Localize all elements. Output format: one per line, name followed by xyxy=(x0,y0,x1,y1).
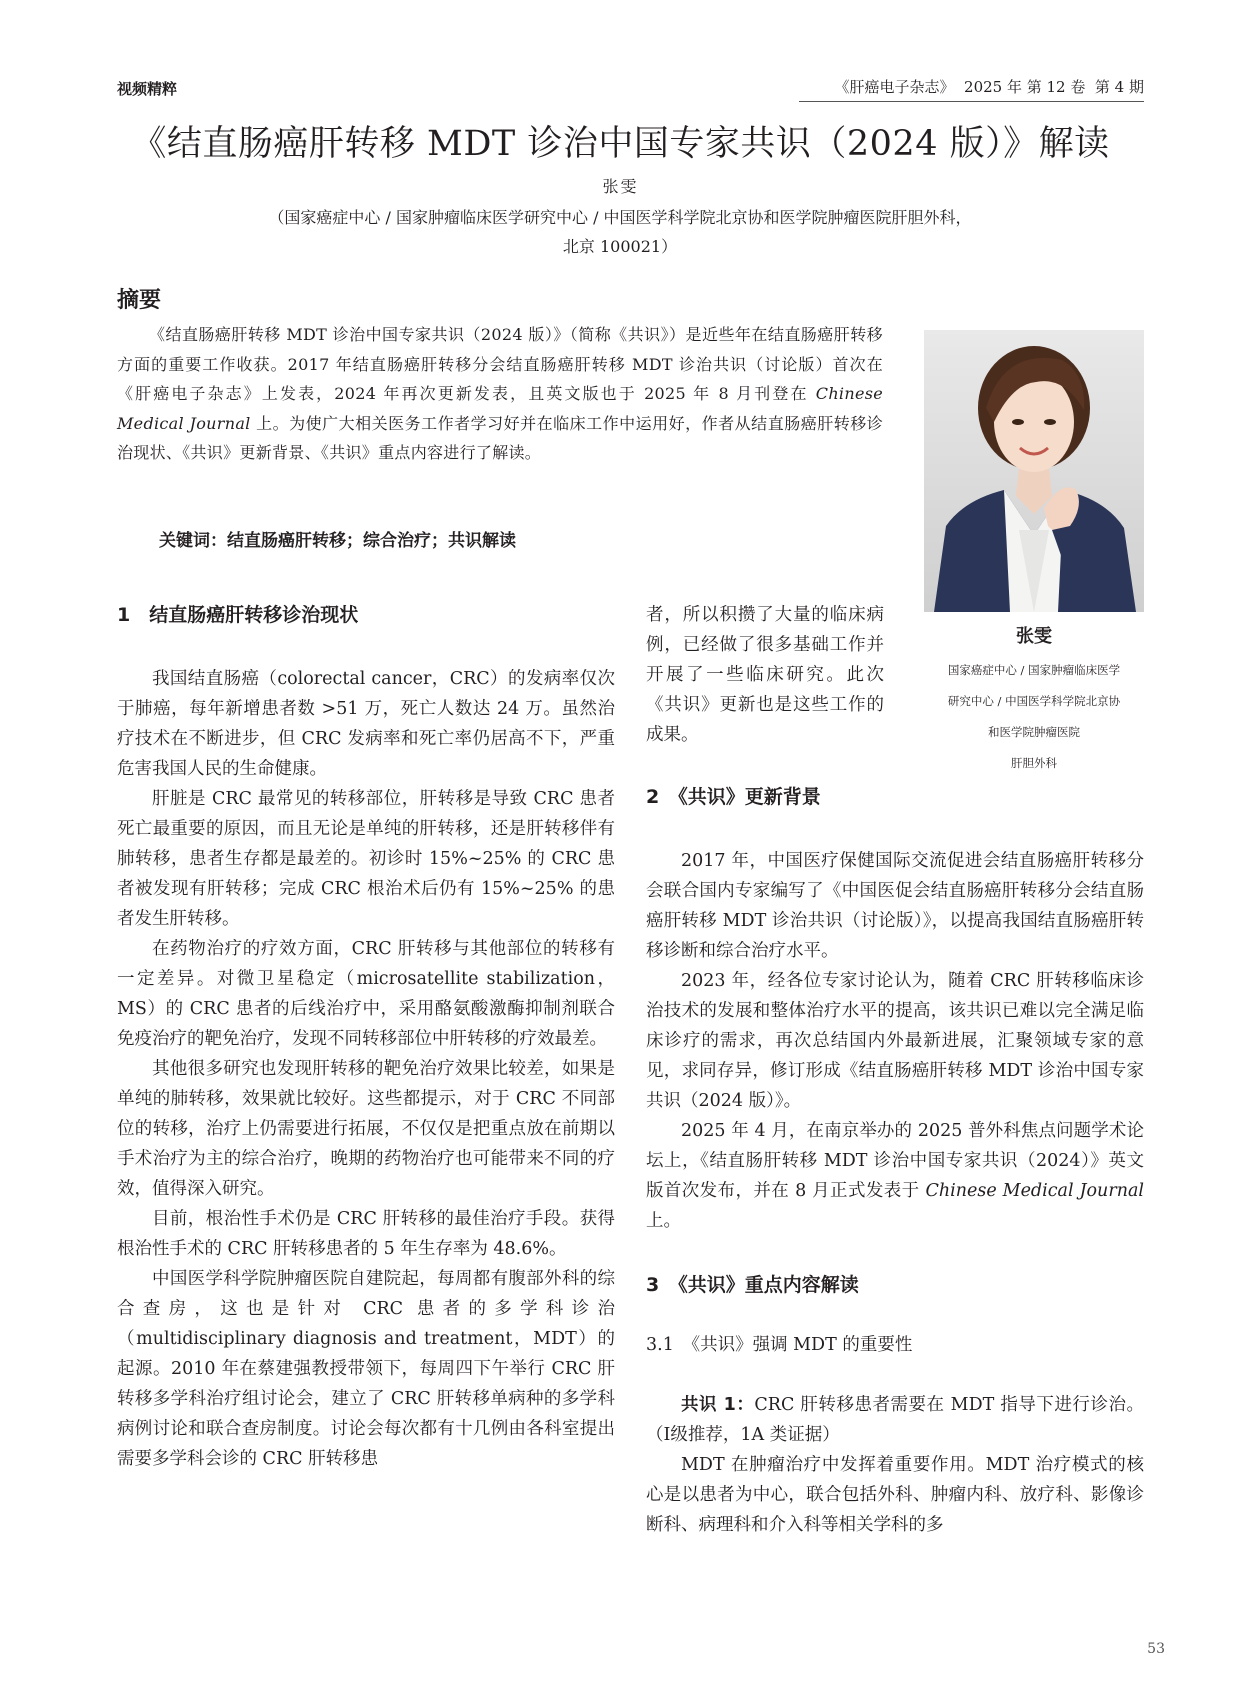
keywords-text: 结直肠癌肝转移；综合治疗；共识解读 xyxy=(227,531,516,551)
paragraph: 在药物治疗的疗效方面，CRC 肝转移与其他部位的转移有一定差异。对微卫星稳定（microsatellite stabilization，MS）的 CRC 患者的后线治疗中，采用酪氨酸激酶抑制剂联合免疫治疗的靶免治疗，发现不同转移部位中肝转移的疗效最差。 xyxy=(117,939,615,1049)
author-portrait-illustration xyxy=(924,330,1144,612)
section-2-heading: 2 《共识》更新背景 xyxy=(646,786,821,808)
subsection-3-1-heading: 3.1 《共识》强调 MDT 的重要性 xyxy=(646,1335,913,1355)
body-column-left xyxy=(117,600,615,1474)
affiliation-line: （国家癌症中心 / 国家肿瘤临床医学研究中心 / 中国医学科学院北京协和医学院肿瘤医院肝胆外科， xyxy=(268,208,972,227)
author-name: 张雯 xyxy=(602,177,639,196)
header-rule xyxy=(799,101,1144,102)
keywords xyxy=(159,526,516,551)
body-column-right xyxy=(646,782,1144,1540)
paragraph-text: 2025 年 4 月，在南京举办的 2025 普外科焦点问题学术论坛上，《结直肠肝转移 MDT 诊治中国专家共识（2024）》英文版首次发布，并在 8 月正式发表于 xyxy=(646,1121,1144,1201)
section-tag: 视频精粹 xyxy=(117,80,178,98)
journal-name: Chinese Medical Journal xyxy=(117,384,883,433)
paragraph xyxy=(646,1116,1144,1236)
abstract-heading: 摘要 xyxy=(117,288,162,313)
affiliation-line: 北京 100021） xyxy=(562,237,678,256)
paragraph: 肝脏是 CRC 最常见的转移部位，肝转移是导致 CRC 患者死亡最重要的原因，而且无论是单纯的肝转移，还是肝转移伴有肺转移，患者生存都是最差的。初诊时 15%~25% 的 CRC 患者被发现有肝转移；完成 CRC 根治术后仍有 15%~25% 的患者发生肝转移。 xyxy=(117,789,615,929)
photo-caption-line: 和医学院肿瘤医院 xyxy=(988,725,1080,739)
abstract-body xyxy=(117,320,883,468)
author-photo xyxy=(924,330,1144,612)
paragraph: 我国结直肠癌（colorectal cancer，CRC）的发病率仅次于肺癌，每年新增患者数 >51 万，死亡人数达 24 万。虽然治疗技术在不断进步，但 CRC 发病率和死亡率仍居高不下，严重危害我国人民的生命健康。 xyxy=(117,669,615,779)
photo-caption-name: 张雯 xyxy=(1016,626,1052,647)
page-number: 53 xyxy=(1147,1641,1165,1657)
paragraph: 2017 年，中国医疗保健国际交流促进会结直肠癌肝转移分会联合国内专家编写了《中国医促会结直肠癌肝转移分会结直肠癌肝转移 MDT 诊治共识（讨论版）》，以提高我国结直肠癌肝转移诊断和综合治疗水平。 xyxy=(646,851,1144,961)
photo-caption-affiliation xyxy=(918,655,1150,779)
abstract-text: 上。为使广大相关医务工作者学习好并在临床工作中运用好，作者从结直肠癌肝转移诊治现状、《共识》更新背景、《共识》重点内容进行了解读。 xyxy=(117,413,883,462)
abstract-text: 《结直肠癌肝转移 MDT 诊治中国专家共识（2024 版）》（简称《共识》）是近些年在结直肠癌肝转移方面的重要工作收获。2017 年结直肠癌肝转移分会结直肠癌肝转移 MDT 诊治共识（讨论版）首次在《肝癌电子杂志》上发表，2024 年再次更新发表，且英文版也于 2025 年 8 月刊登在 xyxy=(117,325,883,403)
paragraph: 2023 年，经各位专家讨论认为，随着 CRC 肝转移临床诊治技术的发展和整体治疗水平的提高，该共识已难以完全满足临床诊疗的需求，再次总结国内外最新进展，汇聚领域专家的意见，求同存异，修订形成《结直肠癌肝转移 MDT 诊治中国专家共识（2024 版）》。 xyxy=(646,971,1144,1111)
paragraph-continued: 者，所以积攒了大量的临床病例，已经做了很多基础工作并开展了一些临床研究。此次《共识》更新也是这些工作的成果。 xyxy=(646,605,884,745)
article-title: 《结直肠癌肝转移 MDT 诊治中国专家共识（2024 版）》解读 xyxy=(131,124,1110,164)
photo-caption-line: 国家癌症中心 / 国家肿瘤临床医学 xyxy=(947,663,1121,677)
photo-caption-line: 研究中心 / 中国医学科学院北京协 xyxy=(947,694,1121,708)
photo-caption-line: 肝胆外科 xyxy=(1011,756,1057,770)
paragraph: MDT 在肿瘤治疗中发挥着重要作用。MDT 治疗模式的核心是以患者为中心，联合包括外科、肿瘤内科、放疗科、影像诊断科、病理科和介入科等相关学科的多 xyxy=(646,1455,1144,1535)
section-3-heading: 3 《共识》重点内容解读 xyxy=(646,1274,859,1296)
consensus-statement xyxy=(646,1390,1144,1450)
consensus-text: CRC 肝转移患者需要在 MDT 指导下进行诊治。（Ⅰ级推荐，1A 类证据） xyxy=(646,1395,1144,1445)
section-1-heading: 1 结直肠癌肝转移诊治现状 xyxy=(117,604,359,626)
affiliation xyxy=(120,203,1120,261)
paragraph: 其他很多研究也发现肝转移的靶免治疗效果比较差，如果是单纯的肺转移，效果就比较好。这些都提示，对于 CRC 不同部位的转移，治疗上仍需要进行拓展，不仅仅是把重点放在前期以手术治疗为主的综合治疗，晚期的药物治疗也可能带来不同的疗效，值得深入研究。 xyxy=(117,1059,615,1199)
consensus-label: 共识 1： xyxy=(681,1395,755,1415)
journal-header: 《肝癌电子杂志》 2025 年 第 12 卷 第 4 期 xyxy=(834,78,1144,96)
journal-name: Chinese Medical Journal xyxy=(925,1181,1144,1201)
body-column-right-top xyxy=(646,600,884,750)
paragraph-text: 上。 xyxy=(646,1211,681,1231)
keywords-label: 关键词： xyxy=(159,531,227,551)
paragraph: 目前，根治性手术仍是 CRC 肝转移的最佳治疗手段。获得根治性手术的 CRC 肝转移患者的 5 年生存率为 48.6%。 xyxy=(117,1209,615,1259)
paragraph: 中国医学科学院肿瘤医院自建院起，每周都有腹部外科的综合查房，这也是针对 CRC 患者的多学科诊治（multidisciplinary diagnosis and treatment，MDT）的起源。2010 年在蔡建强教授带领下，每周四下午举行 CRC 肝转移多学科治疗组讨论会，建立了 CRC 肝转移单病种的多学科病例讨论和联合查房制度。讨论会每次都有十几例由各科室提出需要多学科会诊的 CRC 肝转移患 xyxy=(117,1269,615,1469)
